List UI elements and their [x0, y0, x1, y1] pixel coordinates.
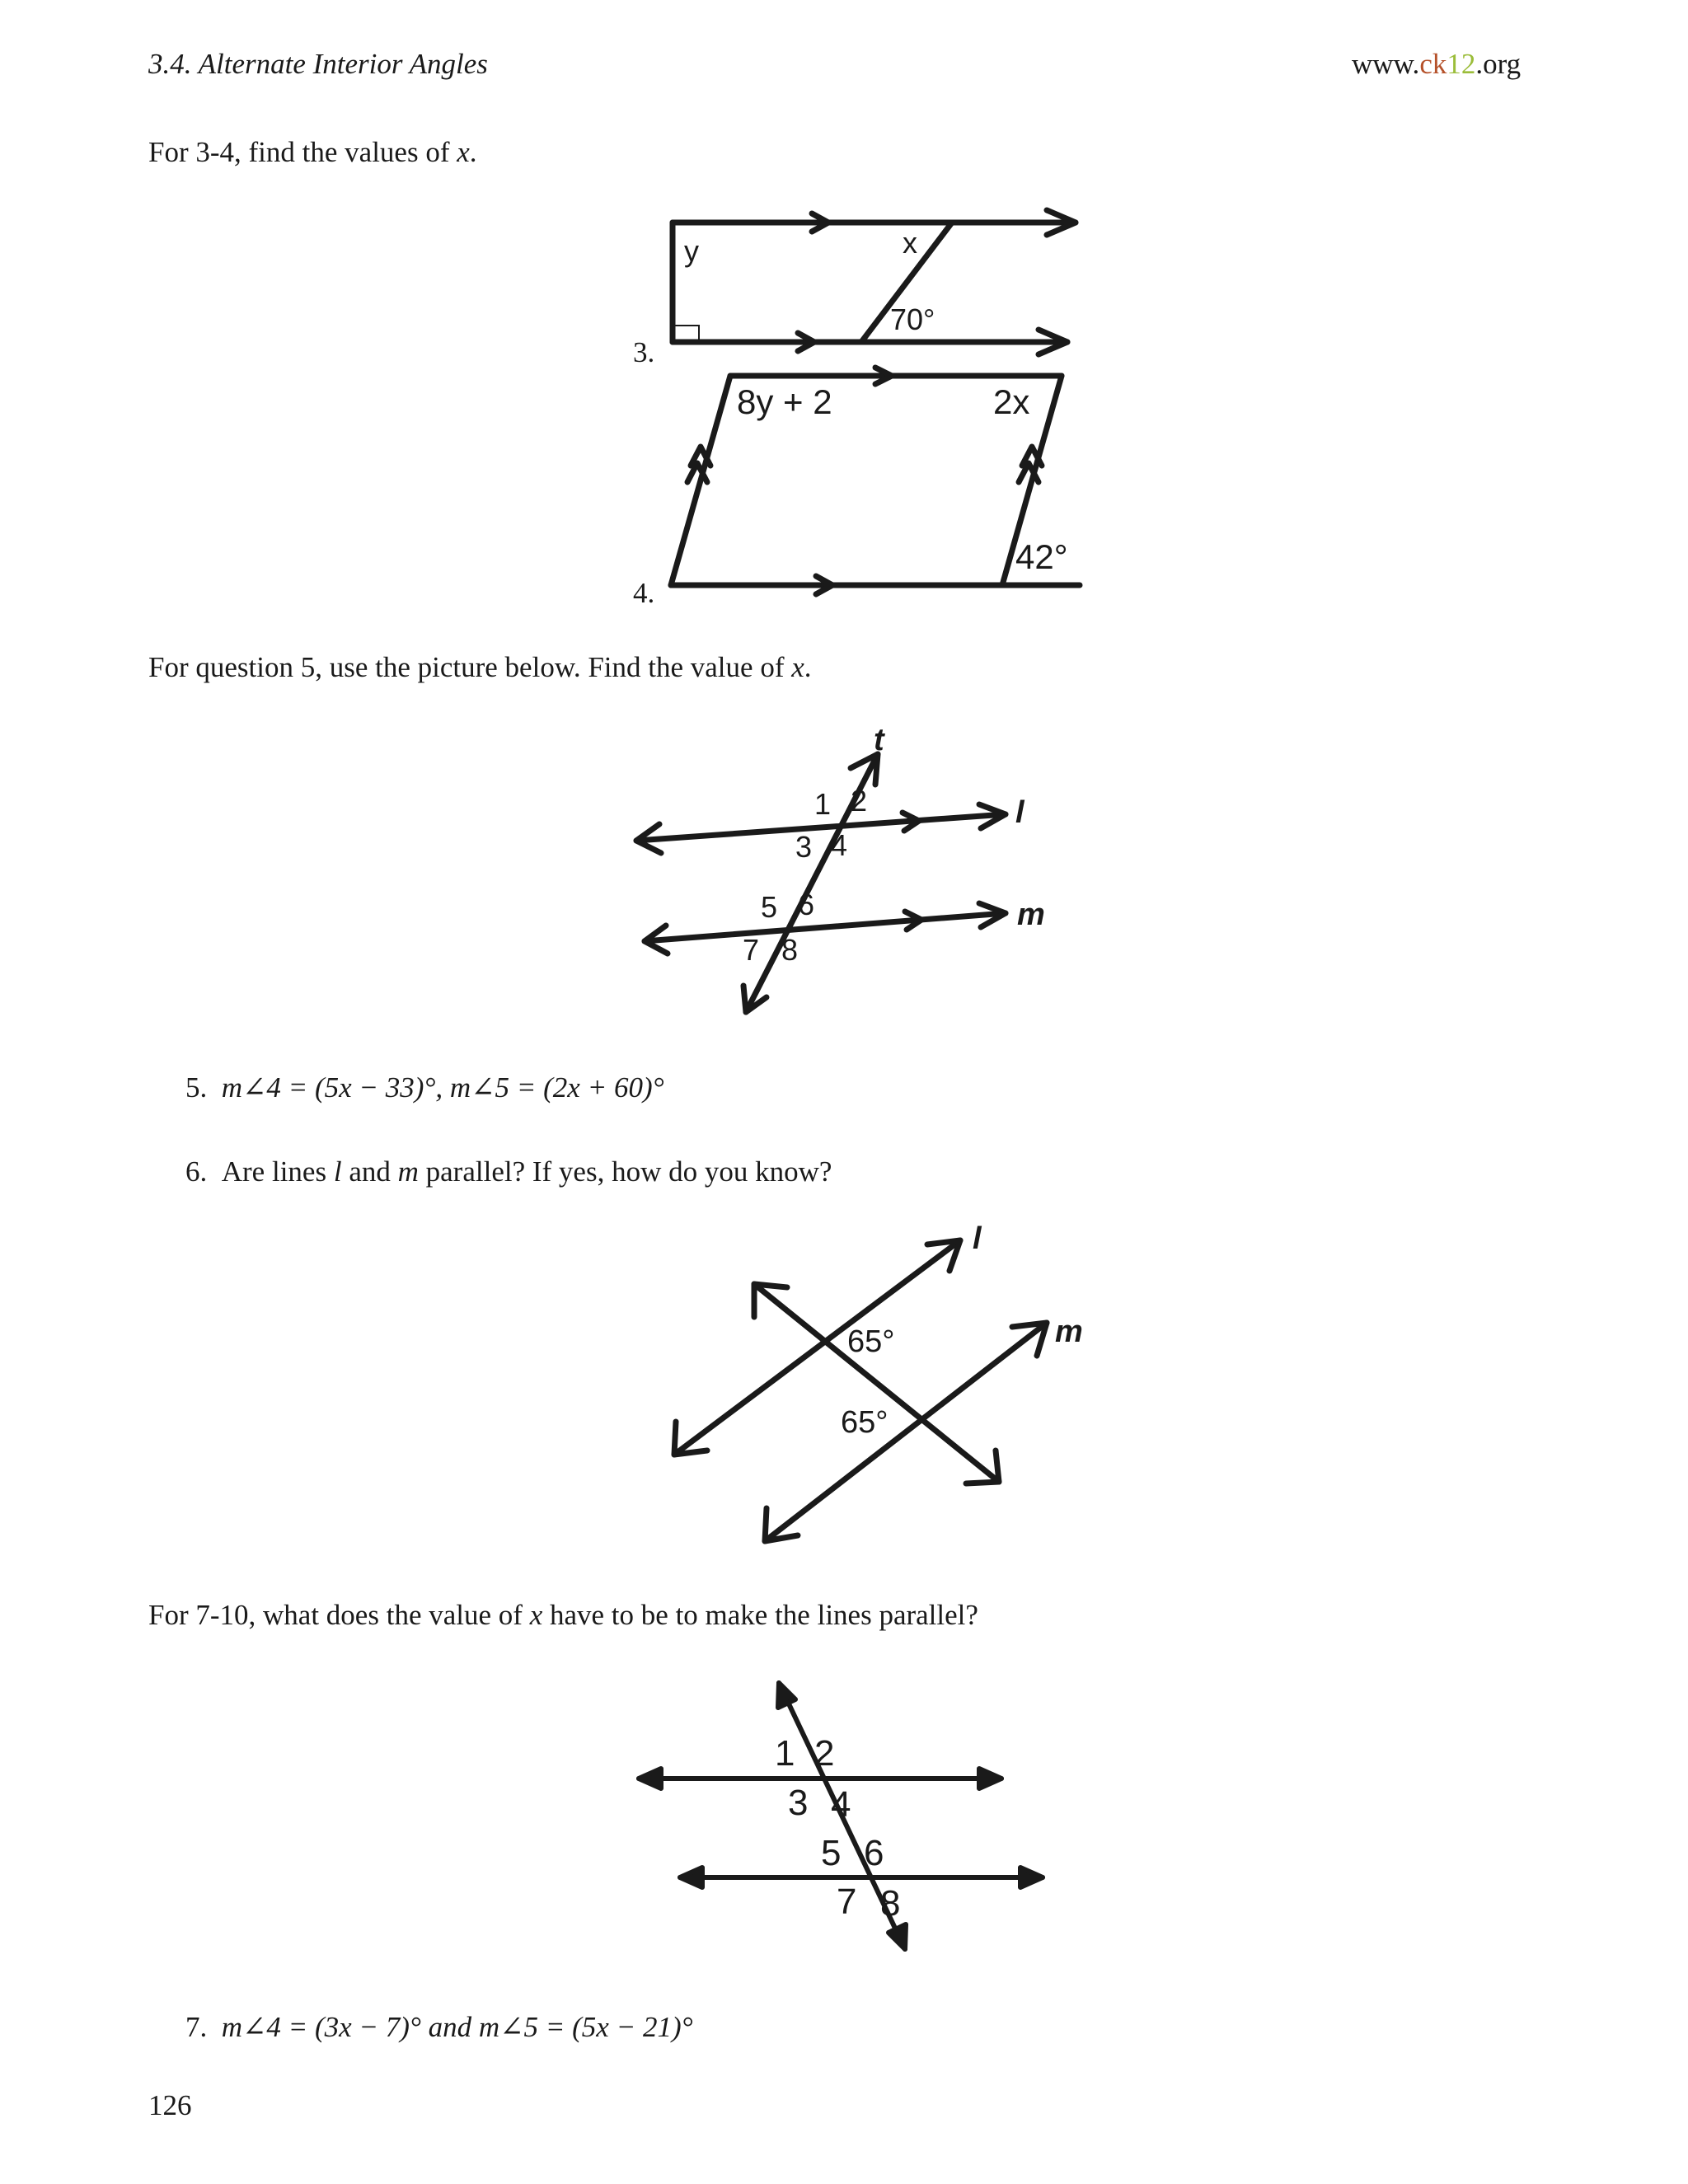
angle-6: 6 [864, 1833, 884, 1873]
label-42: 42° [1015, 537, 1068, 576]
angle-4: 4 [831, 1784, 851, 1825]
label-x: x [903, 226, 917, 260]
problem-5: 5. m∠4 = (5x − 33)°, m∠5 = (2x + 60)° [185, 1071, 664, 1104]
angle-1: 1 [814, 787, 832, 821]
intro-7-10: For 7-10, what does the value of x have to be to make the lines parallel? [148, 1599, 978, 1631]
label-t: t [874, 725, 884, 757]
figure-problem-7 [626, 1673, 1055, 1961]
angle-2: 2 [851, 784, 868, 818]
label-8y-plus-2: 8y + 2 [737, 382, 832, 421]
angle-3: 3 [788, 1783, 809, 1823]
angle-7: 7 [743, 933, 760, 967]
label-70: 70° [890, 302, 935, 336]
problem-7: 7. m∠4 = (3x − 7)° and m∠5 = (5x − 21)° [185, 2011, 693, 2043]
angle-5: 5 [821, 1833, 842, 1873]
figure-problem-3 [659, 202, 1096, 359]
figure-problem-6 [659, 1212, 1104, 1558]
label-l: l [1015, 795, 1025, 830]
angle-7: 7 [837, 1882, 857, 1922]
label-y: y [684, 234, 699, 268]
section-title: 3.4. Alternate Interior Angles [148, 48, 488, 80]
label-m: m [1017, 898, 1045, 932]
figure-problem-4 [659, 363, 1096, 602]
angle-6: 6 [798, 888, 815, 921]
site-url[interactable]: www.ck12.org [1352, 48, 1522, 80]
intro-3-4: For 3-4, find the values of x. [148, 136, 477, 168]
label-l: l [973, 1221, 982, 1256]
angle-1: 1 [775, 1733, 795, 1774]
angle-65-bottom: 65° [841, 1405, 889, 1440]
label-m: m [1055, 1315, 1083, 1349]
label-2x: 2x [993, 382, 1030, 421]
problem-6: 6. Are lines l and m parallel? If yes, how do you know? [185, 1155, 832, 1188]
angle-65-top: 65° [847, 1324, 895, 1359]
angle-4: 4 [831, 828, 848, 862]
angle-8: 8 [781, 933, 799, 967]
angle-3: 3 [795, 830, 813, 864]
page-number: 126 [148, 2089, 192, 2121]
problem-4-number: 4. [633, 577, 655, 609]
problem-3-number: 3. [633, 336, 655, 368]
figure-problem-5 [626, 725, 1071, 1022]
intro-5: For question 5, use the picture below. Find the value of x. [148, 651, 812, 683]
angle-5: 5 [761, 890, 778, 924]
angle-8: 8 [880, 1883, 901, 1924]
angle-2: 2 [814, 1733, 835, 1774]
